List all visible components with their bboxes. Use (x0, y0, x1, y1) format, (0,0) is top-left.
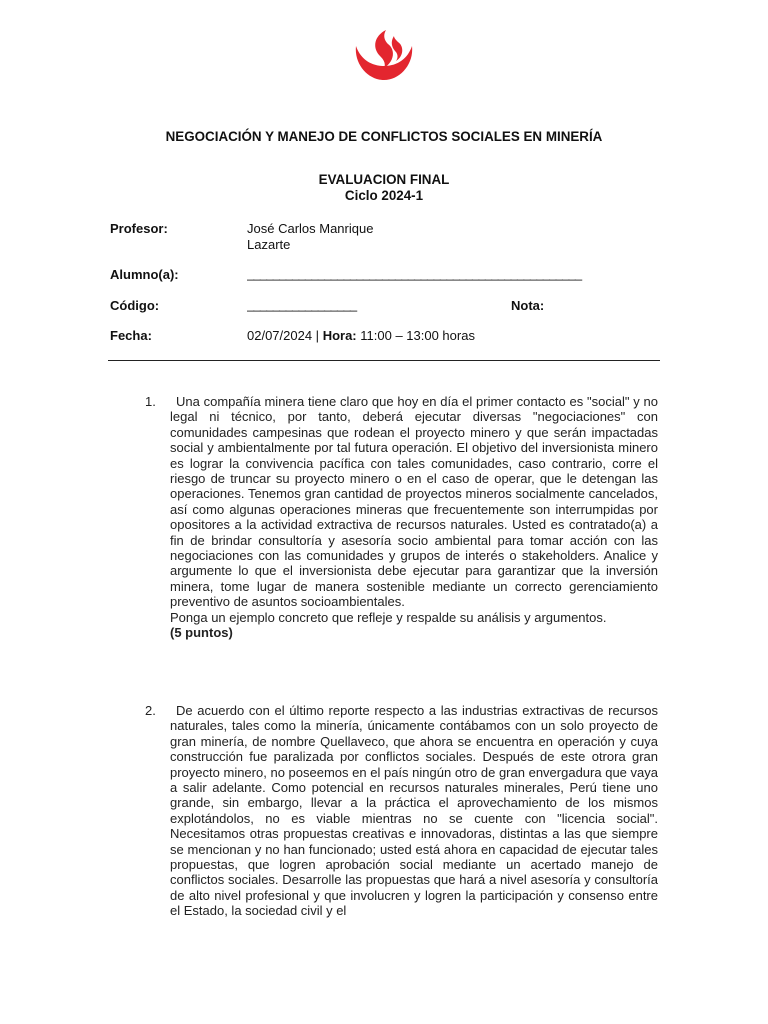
profesor-name-line2: Lazarte (247, 237, 291, 252)
hora-value: 11:00 – 13:00 horas (360, 328, 475, 343)
question-1-points: (5 puntos) (170, 625, 233, 641)
question-1-number: 1. (145, 394, 156, 409)
question-1-text: Una compañía minera tiene claro que hoy en día el primer contacto es "social" y no legal ni técnico, por tanto, deberá ejecutar diversas "negociaciones" con comunidades campesinas que rodean el proyecto minero y que serán impactadas social y ambientalmente por tal futura operación. El objetivo del inversionista minero es lograr la convivencia pacífica con tales comunidades, caso contrario, corre el riesgo de truncar su proyecto minero o en el caso de operar, que le detengan las operaciones. Tenemos gran cantidad de proyectos mineros socialmente cancelados, así como algunas operaciones mineras que frecuentemente son interrumpidas por opositores a la actividad extractiva de recursos naturales. Usted es contratado(a) a fin de brindar consultoría y asesoría socio ambiental para tomar acción con las negociaciones con las comunidades y grupos de interés o stakeholders. Analice y argumente lo que el inversionista debe ejecutar para garantizar que la inversión minera, tome lugar de manera sostenible mediante un correcto gerenciamiento preventivo de asuntos socioambientales. (170, 394, 658, 610)
alumno-label: Alumno(a): (110, 267, 179, 282)
profesor-name (247, 221, 373, 253)
nota-label: Nota: (511, 298, 545, 313)
question-2 (170, 703, 658, 919)
fecha-hora-line (247, 328, 475, 344)
fecha-value: 02/07/2024 | (247, 328, 320, 343)
fecha-label: Fecha: (110, 328, 152, 343)
exam-title: EVALUACION FINAL (318, 172, 450, 187)
question-2-text: De acuerdo con el último reporte respecto a las industrias extractivas de recursos naturales, tales como la minería, únicamente contábamos con un solo proyecto de gran minería, de nombre Quellaveco, que ahora se encuentra en operación y cuya construcción fue paralizada por conflictos sociales. Después de este otrora gran proyecto minero, no poseemos en el país ningún otro de gran envergadura que vaya a salir adelante. Como potencial en recursos naturales minerales, Perú tiene uno grande, sin embargo, llevar a la práctica el aprovechamiento de los mismos explotándolos, no es viable mientras no se cuente con "licencia social". Necesitamos otras propuestas creativas e innovadoras, distintas a las que siempre se mencionan y no han funcionado; usted está ahora en capacidad de ejecutar tales propuestas, que logren aprobación social mediante un acertado manejo de conflictos sociales. Desarrolle las propuestas que hará a nivel asesoría y consultoría de alto nivel profesional y que involucren y logren la participación y consenso entre el Estado, la sociedad civil y el (170, 703, 658, 919)
header-divider (108, 360, 660, 361)
exam-cycle: Ciclo 2024-1 (344, 188, 424, 203)
codigo-blank-line: _________________ (247, 297, 357, 312)
codigo-label: Código: (110, 298, 160, 313)
hora-label: Hora: (322, 328, 357, 343)
question-1-prompt: Ponga un ejemplo concreto que refleje y respalde su análisis y argumentos. (170, 609, 607, 625)
profesor-name-line1: José Carlos Manrique (247, 221, 374, 236)
course-title: NEGOCIACIÓN Y MANEJO DE CONFLICTOS SOCIALES EN MINERÍA (165, 129, 603, 144)
profesor-label: Profesor: (110, 221, 168, 236)
university-logo-icon (350, 28, 418, 84)
exam-heading (0, 172, 768, 204)
question-2-number: 2. (145, 703, 156, 718)
question-1 (170, 394, 658, 641)
alumno-blank-line: ____________________________________________________ (247, 266, 582, 281)
